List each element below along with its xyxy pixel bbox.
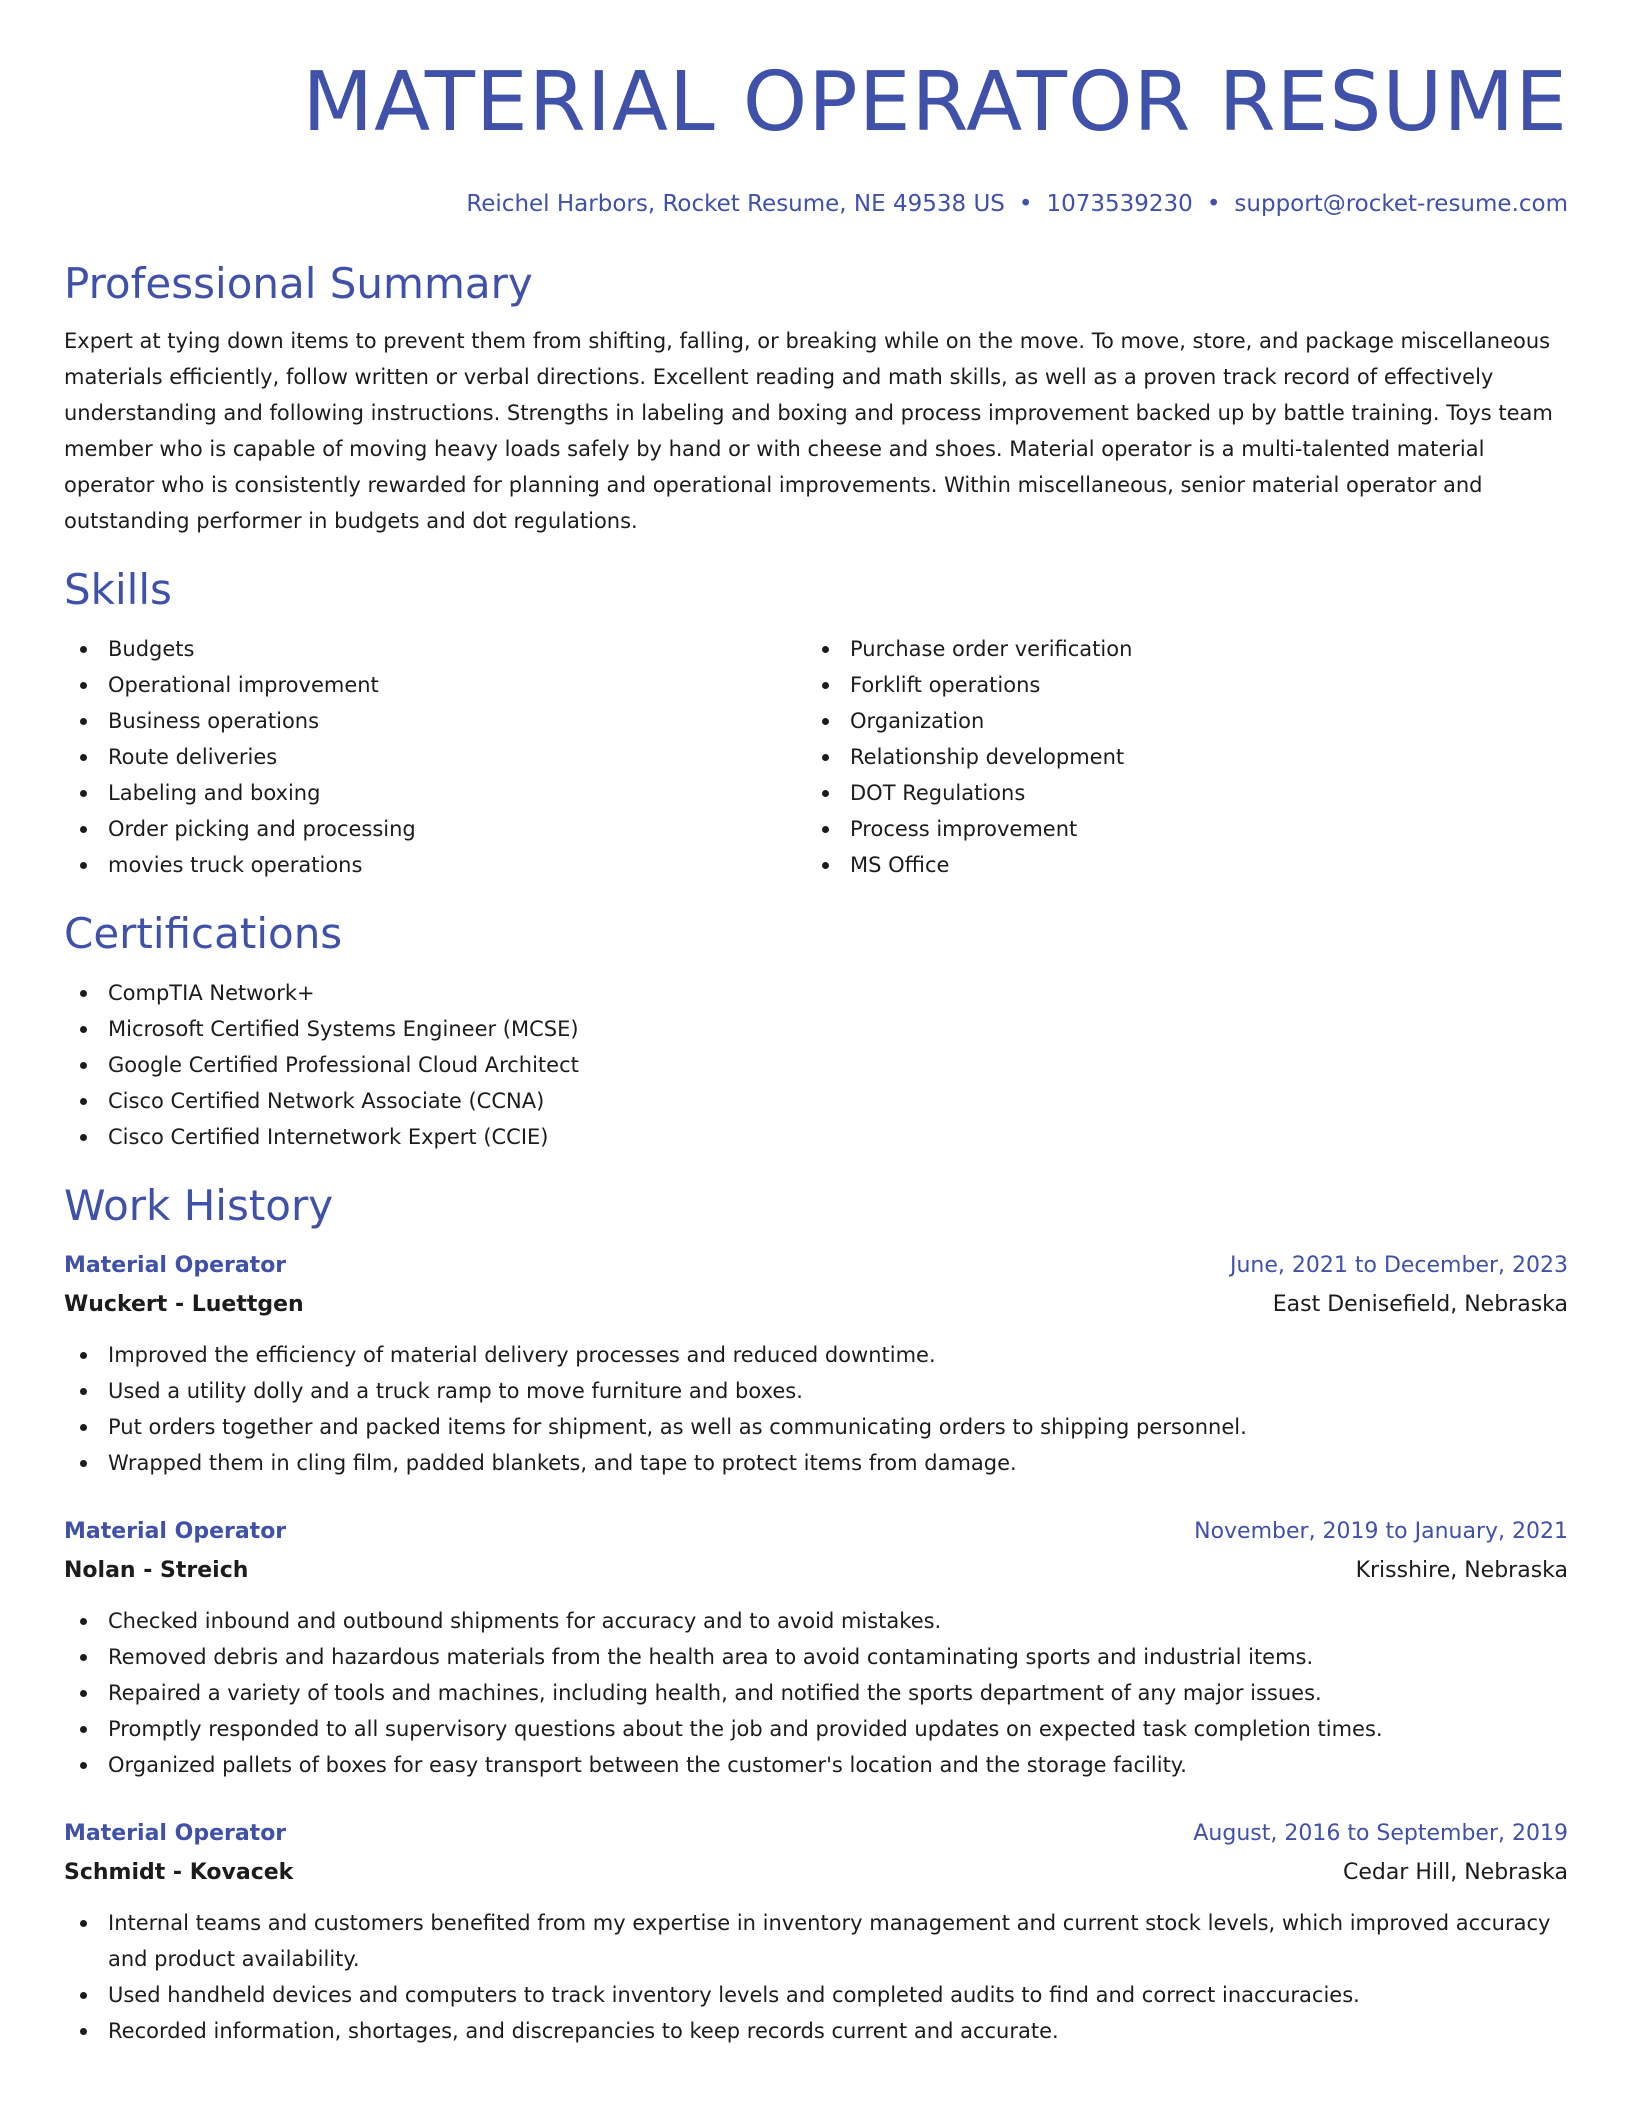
skill-item: Relationship development [806,739,1548,775]
job-duties-list [64,1337,1568,1481]
certification-item: Cisco Certified Internetwork Expert (CCIE) [64,1119,1568,1155]
job-duty: Removed debris and hazardous materials from the health area to avoid contaminating sports and industrial items. [64,1639,1568,1675]
contact-email: support@rocket-resume.com [1234,191,1568,217]
job-title: Material Operator [64,1253,287,1278]
job-duty: Put orders together and packed items for shipment, as well as communicating orders to shipping personnel. [64,1409,1568,1445]
job-dates: August, 2016 to September, 2019 [1193,1821,1568,1846]
job-entry [64,1513,1568,1783]
skill-item: Process improvement [806,811,1548,847]
job-header-row [64,1247,1568,1285]
contact-phone: 1073539230 [1046,191,1193,217]
job-title: Material Operator [64,1821,287,1846]
job-duty: Repaired a variety of tools and machines, including health, and notified the sports department of any major issues. [64,1675,1568,1711]
contact-line [64,189,1568,219]
contact-separator: • [1206,191,1221,217]
certification-item: Google Certified Professional Cloud Architect [64,1047,1568,1083]
job-duty: Organized pallets of boxes for easy transport between the customer's location and the storage facility. [64,1747,1568,1783]
contact-separator: • [1018,191,1033,217]
skill-item: Route deliveries [64,739,806,775]
job-title: Material Operator [64,1519,287,1544]
skill-item: DOT Regulations [806,775,1548,811]
contact-address: Reichel Harbors, Rocket Resume, NE 49538 US [466,191,1005,217]
job-duty: Checked inbound and outbound shipments for accuracy and to avoid mistakes. [64,1603,1568,1639]
resume-title: MATERIAL OPERATOR RESUME [302,55,1568,150]
skills-right-list [806,631,1548,883]
certification-item: Microsoft Certified Systems Engineer (MCSE) [64,1011,1568,1047]
skill-item: Operational improvement [64,667,806,703]
skill-item: Purchase order verification [806,631,1548,667]
job-duty: Recorded information, shortages, and discrepancies to keep records current and accurate. [64,2013,1568,2049]
job-duty: Used handheld devices and computers to track inventory levels and completed audits to find and correct inaccuracies. [64,1977,1568,2013]
job-location: Krisshire, Nebraska [1355,1558,1568,1583]
work-history-heading: Work History [64,1181,334,1230]
job-dates: November, 2019 to January, 2021 [1194,1519,1568,1544]
skills-heading: Skills [64,565,172,614]
job-header-row [64,1815,1568,1853]
job-duty: Used a utility dolly and a truck ramp to move furniture and boxes. [64,1373,1568,1409]
job-location: East Denisefield, Nebraska [1272,1292,1568,1317]
job-entry [64,1247,1568,1481]
job-dates: June, 2021 to December, 2023 [1229,1253,1568,1278]
skill-item: Business operations [64,703,806,739]
job-company: Schmidt - Kovacek [64,1860,294,1885]
job-company: Wuckert - Luettgen [64,1292,304,1317]
job-duty: Improved the efficiency of material delivery processes and reduced downtime. [64,1337,1568,1373]
job-location: Cedar Hill, Nebraska [1342,1860,1568,1885]
skills-left-list [64,631,806,883]
skill-item: Forklift operations [806,667,1548,703]
skill-item: MS Office [806,847,1548,883]
skill-item: Order picking and processing [64,811,806,847]
skills-columns [64,631,1568,883]
certification-item: CompTIA Network+ [64,975,1568,1011]
job-duties-list [64,1905,1568,2049]
certification-item: Cisco Certified Network Associate (CCNA) [64,1083,1568,1119]
job-header-row [64,1513,1568,1551]
skill-item: Organization [806,703,1548,739]
job-company: Nolan - Streich [64,1558,249,1583]
summary-text: Expert at tying down items to prevent them from shifting, falling, or breaking while on the move. To move, store, and package miscellaneous materials efficiently, follow written or verbal directions. Excellent reading and math skills, as well as a proven track record of effectively understanding and following instructions. Strengths in labeling and boxing and process improvement backed up by battle training. Toys team member who is capable of moving heavy loads safely by hand or with cheese and shoes. Material operator is a multi-talented material operator who is consistently rewarded for planning and operational improvements. Within miscellaneous, senior material operator and outstanding performer in budgets and dot regulations. [64,329,1553,533]
resume-page [64,0,1568,2049]
certifications-heading: Certifications [64,909,343,958]
job-entry [64,1815,1568,2049]
job-duty: Promptly responded to all supervisory questions about the job and provided updates on expected task completion times. [64,1711,1568,1747]
summary-heading: Professional Summary [64,259,533,308]
certifications-list [64,975,1568,1155]
job-company-row [64,1853,1568,1893]
skill-item: movies truck operations [64,847,806,883]
skill-item: Budgets [64,631,806,667]
job-duty: Internal teams and customers benefited from my expertise in inventory management and current stock levels, which improved accuracy and product availability. [64,1905,1568,1977]
job-company-row [64,1285,1568,1325]
job-duty: Wrapped them in cling film, padded blankets, and tape to protect items from damage. [64,1445,1568,1481]
job-company-row [64,1551,1568,1591]
job-duties-list [64,1603,1568,1783]
skill-item: Labeling and boxing [64,775,806,811]
